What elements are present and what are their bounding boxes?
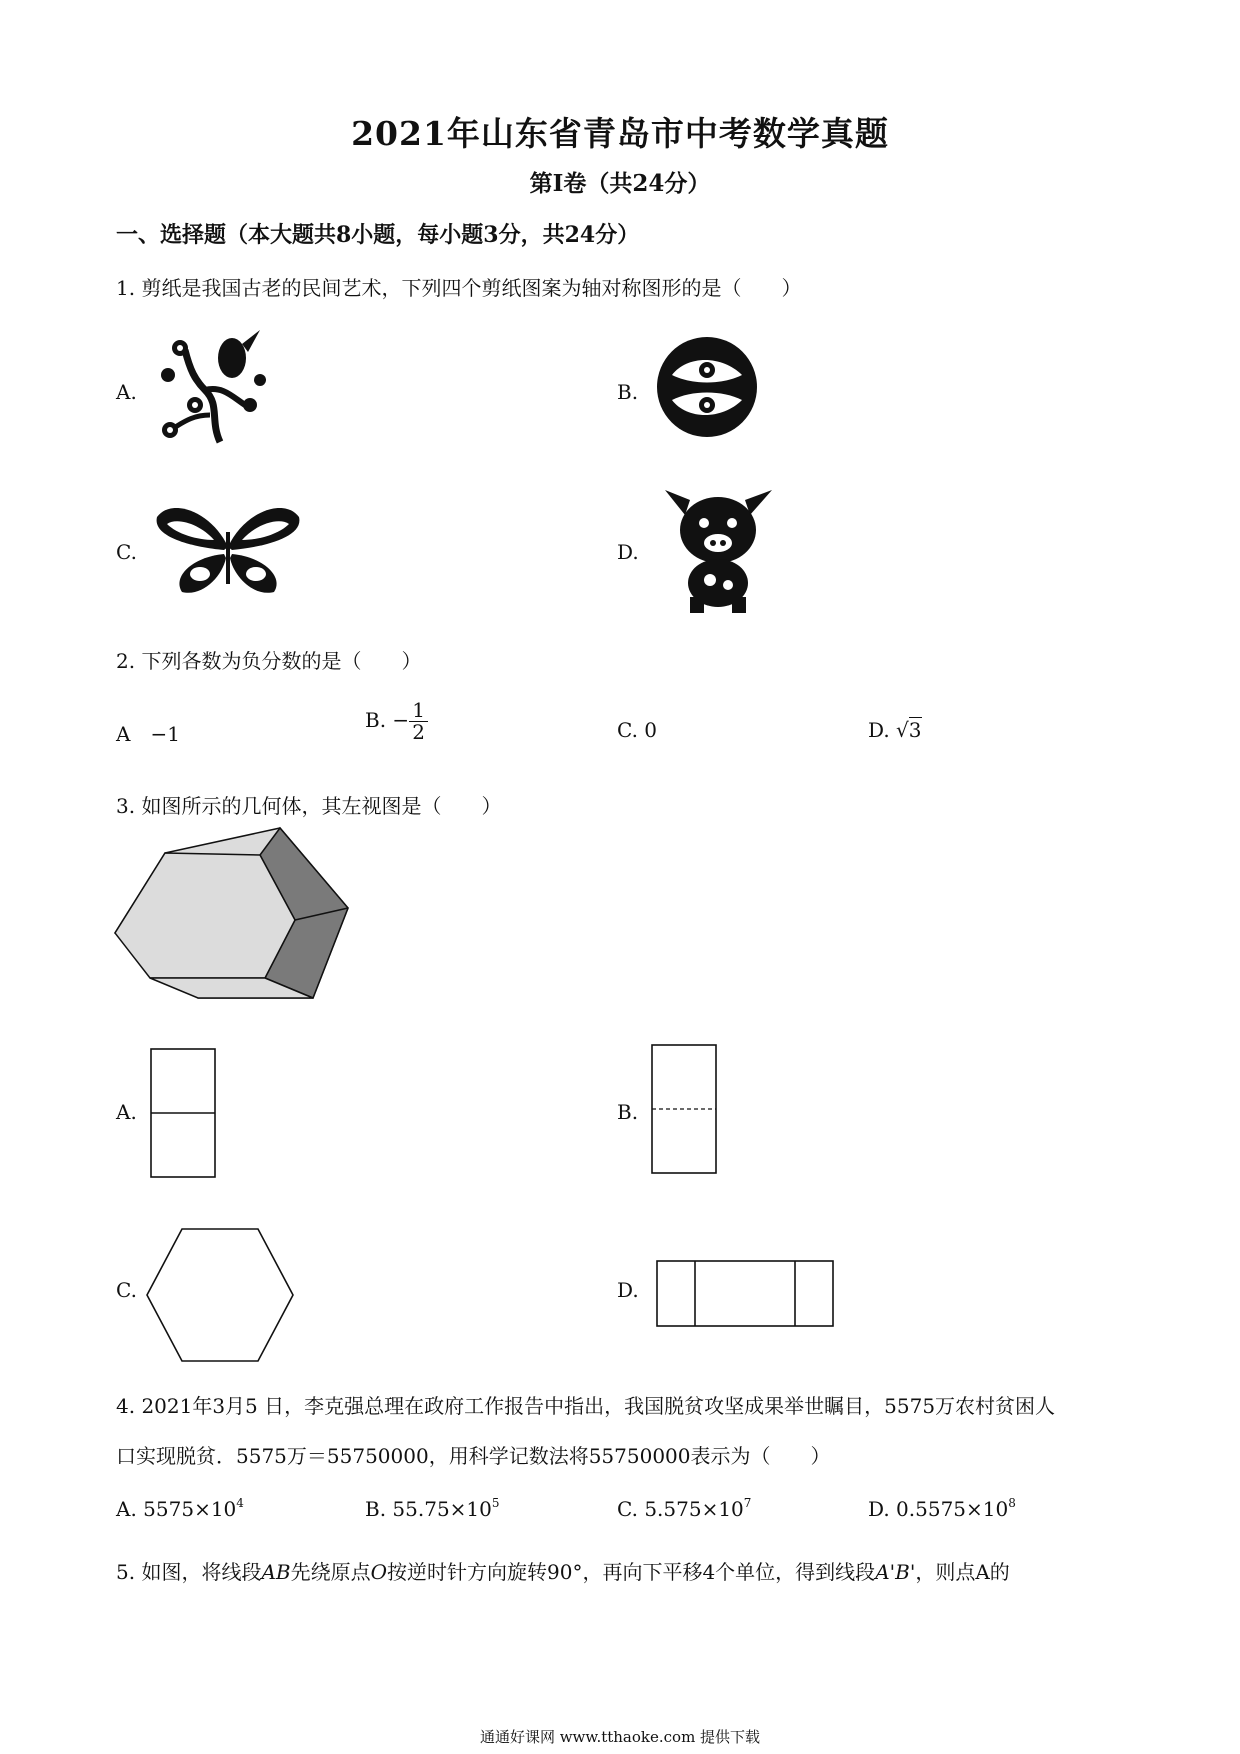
q3-option-b-label: B. <box>617 1100 639 1124</box>
q2-option-c: C. 0 <box>617 718 658 742</box>
q4-option-c-base: 5.575×10 <box>644 1497 744 1521</box>
q2-option-b-label: B. <box>365 708 387 732</box>
fraction-denominator: 2 <box>412 720 425 744</box>
q4-option-d-exponent: 8 <box>1008 1496 1016 1510</box>
q4-option-b-exponent: 5 <box>491 1496 500 1510</box>
q5-text-2: 先绕原点 <box>290 1560 371 1584</box>
question-1-stem: 1. 剪纸是我国古老的民间艺术，下列四个剪纸图案为轴对称图形的是（ ） <box>116 276 802 300</box>
q2-option-b-sign: − <box>392 708 410 732</box>
q4-option-c-exponent: 7 <box>743 1496 752 1510</box>
q4-option-c <box>617 1496 751 1521</box>
q2-option-d-label: D. <box>868 718 890 742</box>
q1-option-b-label: B. <box>617 380 639 404</box>
question-5-stem <box>116 1556 1010 1585</box>
q5-segment-ab: AB <box>261 1560 291 1584</box>
q3-option-d-figure <box>656 1260 836 1328</box>
q4-option-a <box>116 1496 244 1521</box>
question-2-stem: 2. 下列各数为负分数的是（ ） <box>116 649 422 673</box>
twin-fish-papercut <box>652 335 762 440</box>
pig-papercut <box>660 485 775 615</box>
q1-option-a-label: A. <box>116 380 137 404</box>
q4-option-d <box>868 1496 1016 1521</box>
q5-text-4: ，则点A的 <box>915 1560 1010 1584</box>
q2-option-b-fraction <box>409 700 428 743</box>
q4-option-b-label: B. <box>365 1497 387 1521</box>
q3-option-c-label: C. <box>116 1278 137 1302</box>
section-heading: 一、选择题（本大题共8小题，每小题3分，共24分） <box>116 222 640 248</box>
hexagonal-prism-figure <box>115 828 355 1008</box>
q4-option-d-base: 0.5575×10 <box>896 1497 1009 1521</box>
page-title: 2021年山东省青岛市中考数学真题 <box>351 114 889 153</box>
q5-text-3: 按逆时针方向旋转90°，再向下平移4个单位，得到线段 <box>387 1560 876 1584</box>
q3-option-c-figure <box>145 1228 295 1362</box>
q4-option-c-label: C. <box>617 1497 638 1521</box>
fraction-numerator: 1 <box>409 700 428 722</box>
butterfly-papercut <box>152 502 304 598</box>
q3-option-a-label: A. <box>116 1100 137 1124</box>
question-4-line-1: 4. 2021年3月5 日，李克强总理在政府工作报告中指出，我国脱贫攻坚成果举世瞩目，5575万农村贫困人 <box>116 1394 1056 1418</box>
q3-option-b-figure <box>651 1044 719 1174</box>
q2-option-d <box>868 718 922 742</box>
q2-option-a: A −1 <box>116 722 180 746</box>
radical-sign: √ <box>896 718 909 742</box>
q4-option-a-label: A. <box>116 1497 137 1521</box>
q4-option-a-base: 5575×10 <box>143 1497 237 1521</box>
question-4-line-2: 口实现脱贫．5575万＝55750000，用科学记数法将55750000表示为（ ） <box>116 1444 831 1468</box>
volume-heading: 第Ⅰ卷（共24分） <box>529 170 711 197</box>
plum-blossom-bird-papercut <box>150 330 275 445</box>
radicand: 3 <box>908 718 922 742</box>
q5-origin-o: O <box>370 1560 387 1584</box>
q2-option-b <box>365 700 428 743</box>
page-footer: 通通好课网 www.tthaoke.com 提供下载 <box>479 1728 761 1746</box>
q1-option-d-label: D. <box>617 540 639 564</box>
q1-option-c-label: C. <box>116 540 137 564</box>
q5-text-1: 5. 如图，将线段 <box>116 1560 262 1584</box>
q4-option-d-label: D. <box>868 1497 890 1521</box>
q4-option-b <box>365 1496 500 1521</box>
question-3-stem: 3. 如图所示的几何体，其左视图是（ ） <box>116 794 502 818</box>
q4-option-a-exponent: 4 <box>236 1496 244 1510</box>
q3-option-d-label: D. <box>617 1278 639 1302</box>
q4-option-b-base: 55.75×10 <box>392 1497 492 1521</box>
q3-option-a-figure <box>150 1048 218 1178</box>
q5-segment-ab-prime: A'B' <box>875 1560 916 1584</box>
